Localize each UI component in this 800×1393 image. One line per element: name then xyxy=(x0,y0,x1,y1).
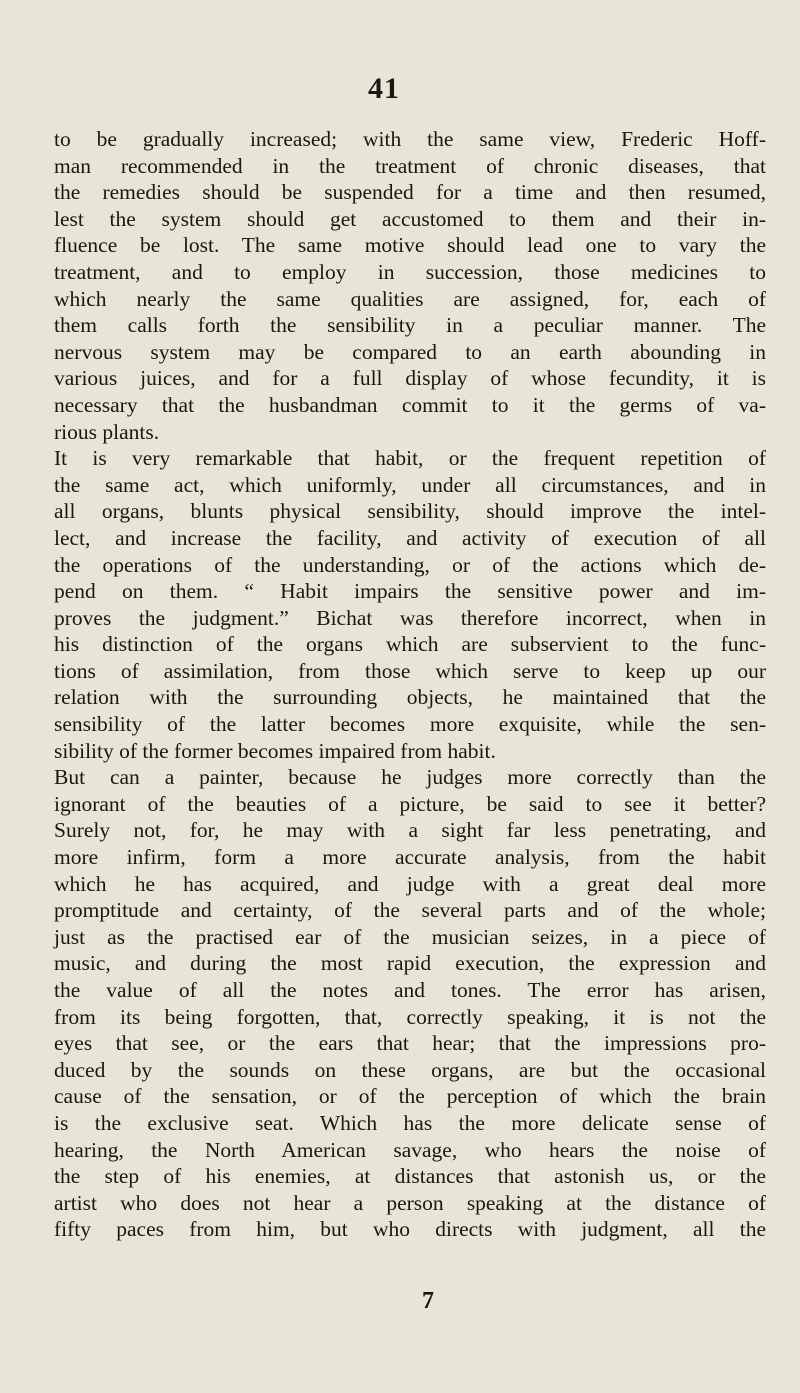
text-line: more infirm, form a more accurate analysis, from the habit xyxy=(54,845,766,870)
text-line: hearing, the North American savage, who hears the noise of xyxy=(54,1137,766,1162)
text-line: to be gradually increased; with the same view, Frederic Hoff- xyxy=(54,127,766,151)
text-line: relation with the surrounding objects, he maintained that the xyxy=(54,685,766,710)
text-line: tions of assimilation, from those which serve to keep up our xyxy=(54,658,766,683)
text-line: the same act, which uniformly, under all circumstances, and in xyxy=(54,472,766,497)
signature-mark: 7 xyxy=(422,1288,434,1314)
text-line: But can a painter, because he judges more correctly than the xyxy=(54,765,766,790)
text-line: man recommended in the treatment of chronic diseases, that xyxy=(54,153,766,178)
text-line: which he has acquired, and judge with a great deal more xyxy=(54,871,766,896)
text-line: It is very remarkable that habit, or the frequent repetition of xyxy=(54,446,766,471)
text-line: sibility of the former becomes impaired from habit. xyxy=(54,738,496,763)
text-line: fifty paces from him, but who directs with judgment, all the xyxy=(54,1217,766,1242)
text-line: necessary that the husbandman commit to it the germs of va- xyxy=(54,392,766,417)
text-line: which nearly the same qualities are assigned, for, each of xyxy=(54,286,766,311)
text-line: the operations of the understanding, or of the actions which de- xyxy=(54,552,766,577)
text-line: the step of his enemies, at distances that astonish us, or the xyxy=(54,1164,766,1189)
text-line: duced by the sounds on these organs, are but the occasional xyxy=(54,1057,766,1082)
text-line: cause of the sensation, or of the perception of which the brain xyxy=(54,1084,766,1109)
text-line: his distinction of the organs which are subservient to the func- xyxy=(54,632,766,657)
text-line: ignorant of the beauties of a picture, be said to see it better? xyxy=(54,791,766,816)
text-line: eyes that see, or the ears that hear; that the impressions pro- xyxy=(54,1031,766,1056)
text-line: lect, and increase the facility, and activity of execution of all xyxy=(54,525,766,550)
text-line: just as the practised ear of the musician seizes, in a piece of xyxy=(54,924,766,949)
text-line: treatment, and to employ in succession, those medicines to xyxy=(54,259,766,284)
body-text xyxy=(54,126,766,1243)
text-line: proves the judgment.” Bichat was therefore incorrect, when in xyxy=(54,605,766,630)
page-number: 41 xyxy=(368,72,400,105)
text-line: all organs, blunts physical sensibility, should improve the intel- xyxy=(54,499,766,524)
text-line: rious plants. xyxy=(54,419,160,444)
text-line: lest the system should get accustomed to them and their in- xyxy=(54,206,766,231)
text-line: them calls forth the sensibility in a peculiar manner. The xyxy=(54,313,766,338)
text-line: Surely not, for, he may with a sight far less penetrating, and xyxy=(54,818,766,843)
text-line: artist who does not hear a person speaking at the distance of xyxy=(54,1190,766,1215)
text-line: from its being forgotten, that, correctly speaking, it is not the xyxy=(54,1004,766,1029)
text-line: nervous system may be compared to an earth abounding in xyxy=(54,339,766,364)
text-line: various juices, and for a full display of whose fecundity, it is xyxy=(54,366,766,391)
text-line: sensibility of the latter becomes more exquisite, while the sen- xyxy=(54,712,766,737)
text-line: the remedies should be suspended for a time and then resumed, xyxy=(54,180,766,205)
text-line: is the exclusive seat. Which has the more delicate sense of xyxy=(54,1110,766,1135)
text-line: fluence be lost. The same motive should lead one to vary the xyxy=(54,233,766,258)
text-line: pend on them. “ Habit impairs the sensitive power and im- xyxy=(54,579,766,604)
text-line: promptitude and certainty, of the several parts and of the whole; xyxy=(54,898,766,923)
text-line: music, and during the most rapid execution, the expression and xyxy=(54,951,766,976)
text-line: the value of all the notes and tones. The error has arisen, xyxy=(54,978,766,1002)
